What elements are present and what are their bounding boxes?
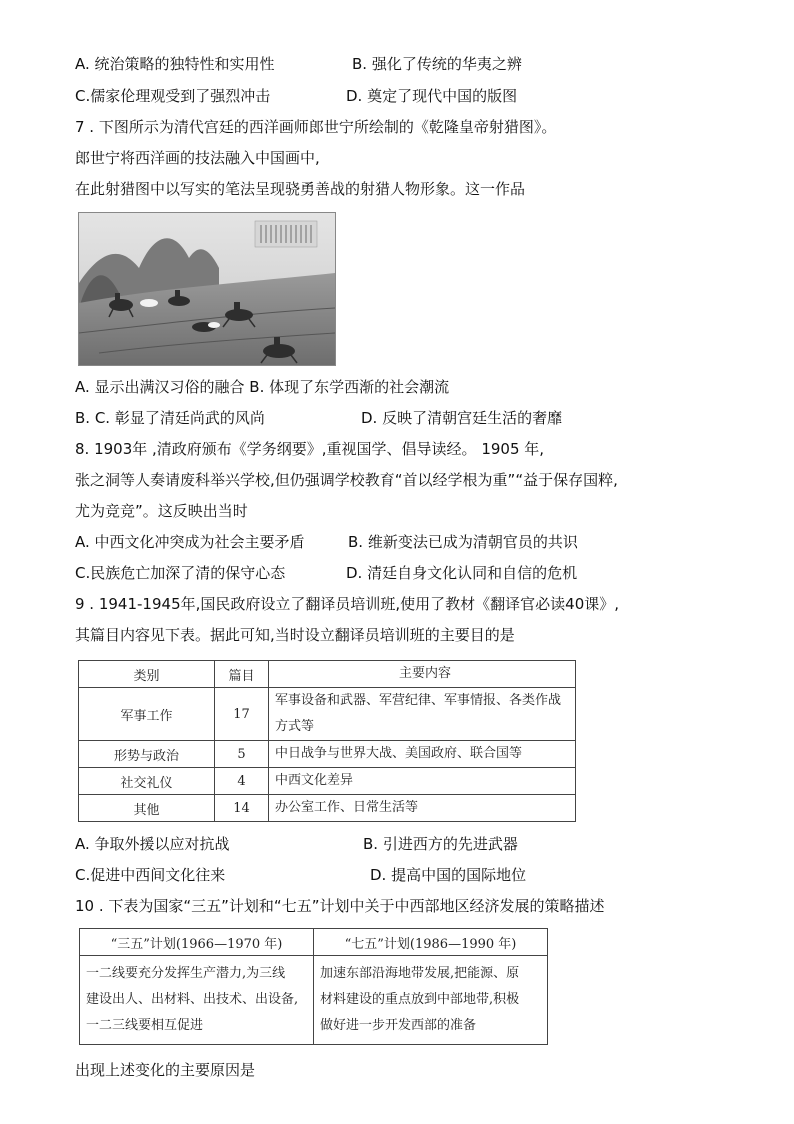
q9-stem-line-1: 9 . 1941-1945年,国民政府设立了翻译员培训班,使用了教材《翻译官必读40课》, xyxy=(75,595,620,613)
cell-content-line: 材料建设的重点放到中部地带,积极 xyxy=(320,992,520,1007)
table-header-row xyxy=(80,929,548,956)
cell-content: 办公室工作、日常生活等 xyxy=(269,795,576,822)
cell-count: 14 xyxy=(215,795,269,822)
cell-content: 中西文化差异 xyxy=(269,768,576,795)
q10-plan-table xyxy=(79,928,548,1045)
q7-stem-line-3: 在此射猎图中以写实的笔法呈现骁勇善战的射猎人物形象。这一作品 xyxy=(75,180,526,198)
q7-stem-line-2: 郎世宁将西洋画的技法融入中国画中, xyxy=(75,149,320,167)
cell-category: 其他 xyxy=(79,795,215,822)
cell-count: 5 xyxy=(215,741,269,768)
q8-option-a: A. 中西文化冲突成为社会主要矛盾 xyxy=(75,533,305,551)
table-row xyxy=(79,795,576,822)
q6-option-c: C.儒家伦理观受到了强烈冲击 xyxy=(75,87,271,105)
q8-stem-line-2: 张之洞等人奏请废科举兴学校,但仍强调学校教育“首以经学根为重”“益于保存国粹, xyxy=(75,471,618,489)
header-third-five-year-plan: “三五”计划(1966—1970 年) xyxy=(80,929,314,956)
q9-option-a: A. 争取外援以应对抗战 xyxy=(75,835,230,853)
cell-content-line: 建设出人、出材料、出技术、出设备, xyxy=(86,992,299,1007)
cell-content-line: 方式等 xyxy=(275,719,315,734)
q8-option-d: D. 清廷自身文化认同和自信的危机 xyxy=(346,564,578,582)
header-count: 篇目 xyxy=(215,661,269,688)
cell-seventh-plan-content xyxy=(314,956,548,1045)
cell-third-plan-content xyxy=(80,956,314,1045)
cell-category: 社交礼仪 xyxy=(79,768,215,795)
q9-option-d: D. 提高中国的国际地位 xyxy=(370,866,527,884)
q9-textbook-table xyxy=(78,660,576,822)
q6-option-b: B. 强化了传统的华夷之辨 xyxy=(352,55,522,73)
header-category: 类别 xyxy=(79,661,215,688)
table-row xyxy=(80,956,548,1045)
cell-content-line: 军事设备和武器、军营纪律、军事情报、各类作战 xyxy=(275,693,562,708)
cell-content-line: 加速东部沿海地带发展,把能源、原 xyxy=(320,966,520,981)
cell-category: 军事工作 xyxy=(79,688,215,741)
table-row xyxy=(79,768,576,795)
header-seventh-five-year-plan: “七五”计划(1986—1990 年) xyxy=(314,929,548,956)
cell-count: 17 xyxy=(215,688,269,741)
q7-stem-line-1: 7 . 下图所示为清代宫廷的西洋画师郎世宁所绘制的《乾隆皇帝射猎图》。 xyxy=(75,118,557,136)
q7-option-d: D. 反映了清朝宫廷生活的奢靡 xyxy=(361,409,563,427)
cell-content-line: 一二三线要相互促进 xyxy=(86,1018,204,1033)
cell-content-line: 做好进一步开发西部的准备 xyxy=(320,1018,477,1033)
hunting-painting-illustration xyxy=(79,213,335,365)
q10-stem-line-2: 出现上述变化的主要原因是 xyxy=(75,1061,256,1079)
cell-content-line: 一二线要充分发挥生产潜力,为三线 xyxy=(86,966,286,981)
q7-option-c: B. C. 彰显了清廷尚武的风尚 xyxy=(75,409,265,427)
q8-stem-line-3: 尤为竞竞”。这反映出当时 xyxy=(75,502,248,520)
table-header-row xyxy=(79,661,576,688)
q9-option-b: B. 引进西方的先进武器 xyxy=(363,835,518,853)
q9-stem-line-2: 其篇目内容见下表。据此可知,当时设立翻译员培训班的主要目的是 xyxy=(75,626,515,644)
cell-category: 形势与政治 xyxy=(79,741,215,768)
cell-count: 4 xyxy=(215,768,269,795)
table-row xyxy=(79,741,576,768)
q8-option-c: C.民族危亡加深了清的保守心态 xyxy=(75,564,286,582)
table-row xyxy=(79,688,576,741)
q10-stem-line-1: 10 . 下表为国家“三五”计划和“七五”计划中关于中西部地区经济发展的策略描述 xyxy=(75,897,605,915)
q6-option-a: A. 统治策略的独特性和实用性 xyxy=(75,55,275,73)
q7-option-line-1: A. 显示出满汉习俗的融合 B. 体现了东学西渐的社会潮流 xyxy=(75,378,450,396)
hunting-painting-image xyxy=(78,212,336,366)
header-content: 主要内容 xyxy=(269,661,576,688)
q8-stem-line-1: 8. 1903年 ,清政府颁布《学务纲要》,重视国学、倡导读经。 1905 年, xyxy=(75,440,545,458)
q9-option-c: C.促进中西间文化往来 xyxy=(75,866,226,884)
q6-option-d: D. 奠定了现代中国的版图 xyxy=(346,87,518,105)
cell-content: 中日战争与世界大战、美国政府、联合国等 xyxy=(269,741,576,768)
cell-content xyxy=(269,688,576,741)
q8-option-b: B. 维新变法已成为清朝官员的共识 xyxy=(348,533,578,551)
